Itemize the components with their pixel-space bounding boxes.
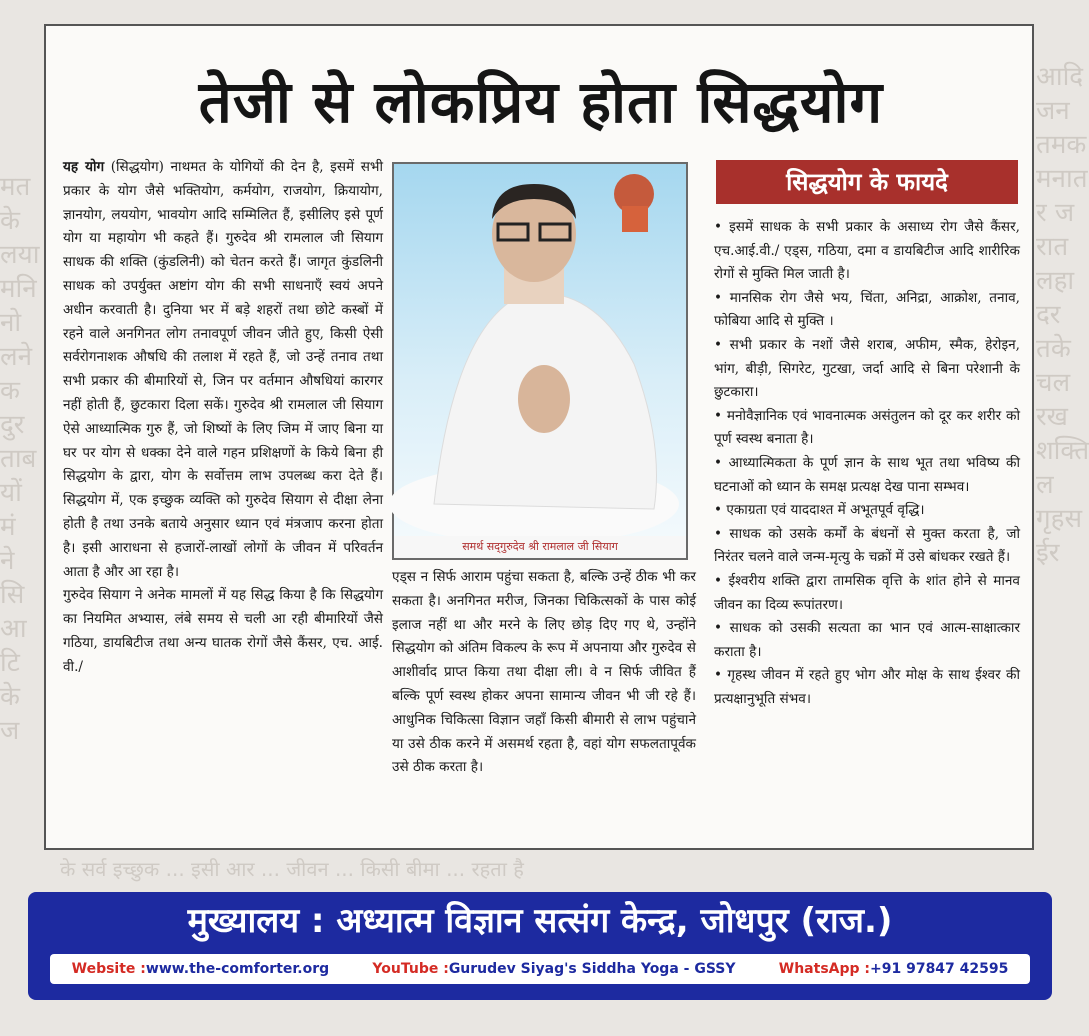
headquarters-banner — [28, 892, 1052, 1000]
article-paragraph-2: गुरुदेव सियाग ने अनेक मामलों में यह सिद्ध किया है कि सिद्धयोग का नियमित अभ्यास, लंबे समय से चली आ रही बीमारियों जैसे गठिया, डायबिटीज तथा अन्य घातक रोगों जैसे कैंसर, एच. आई. वी./ — [63, 587, 383, 675]
article-paragraph-3: एड्स न सिर्फ आराम पहुंचा सकता है, बल्कि उन्हें ठीक भी कर सकता है। अनगिनत मरीज, जिनका चिकित्सकों के पास कोई इलाज नहीं था और मरने के लिए छोड़ दिए गए थे, उन्होंने सिद्धयोग को अंतिम विकल्प के रूप में अपनाया और गुरुदेव से आशीर्वाद प्राप्त किया तथा दीक्षा ली। वे न सिर्फ जीवित हैं बल्कि पूर्ण स्वस्थ होकर अपना सामान्य जीवन भी जी रहे हैं। आधुनिक चिकित्सा विज्ञान जहाँ किसी बीमारी से लाभ पहुंचाने या उसे ठीक करने में असमर्थ रहता है, वहां योग सफलतापूर्वक उसे ठीक करता है। — [392, 569, 696, 776]
guru-photo — [392, 162, 688, 560]
benefits-heading: सिद्धयोग के फायदे — [716, 160, 1018, 204]
benefit-item: • ईश्वरीय शक्ति द्वारा तामसिक वृत्ति के शांत होने से मानव जीवन का दिव्य रूपांतरण। — [714, 572, 1020, 613]
benefit-item: • साधक को उसकी सत्यता का भान एवं आत्म-साक्षात्कार कराता है। — [714, 620, 1020, 660]
benefit-item: • मानसिक रोग जैसे भय, चिंता, अनिद्रा, आक्रोश, तनाव, फोबिया आदि से मुक्ति । — [714, 289, 1020, 330]
newspaper-clipping — [44, 24, 1034, 850]
headline: तेजी से लोकप्रिय होता सिद्धयोग — [198, 68, 884, 136]
whatsapp-link[interactable]: WhatsApp :+91 97847 42595 — [778, 961, 1009, 977]
article-column-1 — [63, 156, 383, 680]
background-newsprint-left: मत के लया मनि नो लने क दुर ताब यों मं ने सि आ टि के ज — [0, 172, 40, 746]
article-lead: यह योग — [63, 159, 105, 175]
benefit-item: • एकाग्रता एवं याददाश्त में अभूतपूर्व वृद्धि। — [714, 502, 925, 519]
background-newsprint-right: आदि जन तमक मनात र ज रात लहा दर तके चल रख शक्ति ल गृहस ईर — [1036, 62, 1089, 568]
benefit-item: • आध्यात्मिकता के पूर्ण ज्ञान के साथ भूत तथा भविष्य की घटनाओं को ध्यान के समक्ष प्रत्यक्ष देख पाना सम्भव। — [714, 454, 1020, 495]
article-column-2 — [392, 566, 696, 780]
website-link[interactable]: Website :www.the-comforter.org — [71, 961, 330, 977]
benefits-list — [714, 216, 1020, 711]
photo-caption: समर्थ सद्‌गुरुदेव श्री रामलाल जी सियाग — [394, 536, 686, 558]
benefit-item: • सभी प्रकार के नशों जैसे शराब, अफीम, स्मैक, हेरोइन, भांग, बीड़ी, सिगरेट, गुटखा, जर्दा आदि से बिना परेशानी के छुटकारा। — [714, 336, 1020, 401]
seated-guru-illustration — [394, 164, 686, 536]
benefit-item: • इसमें साधक के सभी प्रकार के असाध्य रोग जैसे कैंसर, एच.आई.वी./ एड्स, गठिया, दमा व डायबिटीज आदि शारीरिक रोगों से मुक्ति मिल जाती है। — [714, 219, 1020, 283]
contact-links-bar — [50, 954, 1030, 984]
benefit-item: • साधक को उसके कर्मों के बंधनों से मुक्त करता है, जो निरंतर चलने वाले जन्म-मृत्यु के चक्रों में उसे बांधकर रखते हैं। — [714, 525, 1020, 566]
banner-title: मुख्यालय : अध्यात्म विज्ञान सत्संग केन्द्र, जोधपुर (राज.) — [187, 901, 893, 941]
background-newsprint-bottom: के सर्व इच्छुक ... इसी आर ... जीवन ... किसी बीमा ... रहता है — [60, 857, 524, 881]
youtube-link[interactable]: YouTube :Gurudev Siyag's Siddha Yoga - GSSY — [372, 961, 736, 977]
benefit-item: • मनोवैज्ञानिक एवं भावनात्मक असंतुलन को दूर कर शरीर को पूर्ण स्वस्थ बनाता है। — [714, 407, 1020, 448]
article-paragraph-1: यह योग (सिद्धयोग) नाथमत के योगियों की देन है, इसमें सभी प्रकार के योग जैसे भक्तियोग, कर्मयोग, राजयोग, क्रियायोग, ज्ञानयोग, लययोग, भावयोग आदि सम्मिलित हैं, इसीलिए इसे पूर्ण योग या महायोग भी कहते हैं। गुरुदेव श्री रामलाल जी सियाग साधक की शक्ति (कुंडलिनी) को चेतन करते हैं। जागृत कुंडलिनी साधक को उपर्युक्त अष्टांग योग की सभी साधनाएँ स्वयं अपने अधीन करवाती है। दुनिया भर में बड़े शहरों तथा छोटे कस्बों में रहने वाले अनगिनत लोग तनावपूर्ण जीवन जीते हुए, किसी ऐसी सर्वरोगनाशक औषधि की तलाश में रहते हैं, जो उन्हें तनाव तथा सभी प्रकार की बीमारियों से, जिन पर वर्तमान औषधियां कारगर नहीं होती हैं, छुटकारा दिला सकें। गुरुदेव श्री रामलाल जी सियाग ऐसे आध्यात्मिक गुरु हैं, जो शिष्यों के लिए जिम में जाए बिना या घर पर योग से धक्का देने वाले गहन प्रशिक्षणों के किये बिना ही सिद्धयोग के द्वारा, योग के सर्वोत्तम लाभ उपलब्ध करा देते हैं। सिद्धयोग में, एक इच्छुक व्यक्ति को गुरुदेव सियाग से दीक्षा लेना होती है तथा उनके बताये अनुसार ध्यान एवं मंत्रजाप करना होता है। इसी आराधना से हजारों-लाखों लोगों के जीवन में परिवर्तन आता है और आ रहा है। — [63, 159, 383, 580]
benefit-item: • गृहस्थ जीवन में रहते हुए भोग और मोक्ष के साथ ईश्वर की प्रत्यक्षानुभूति संभव। — [714, 667, 1020, 707]
